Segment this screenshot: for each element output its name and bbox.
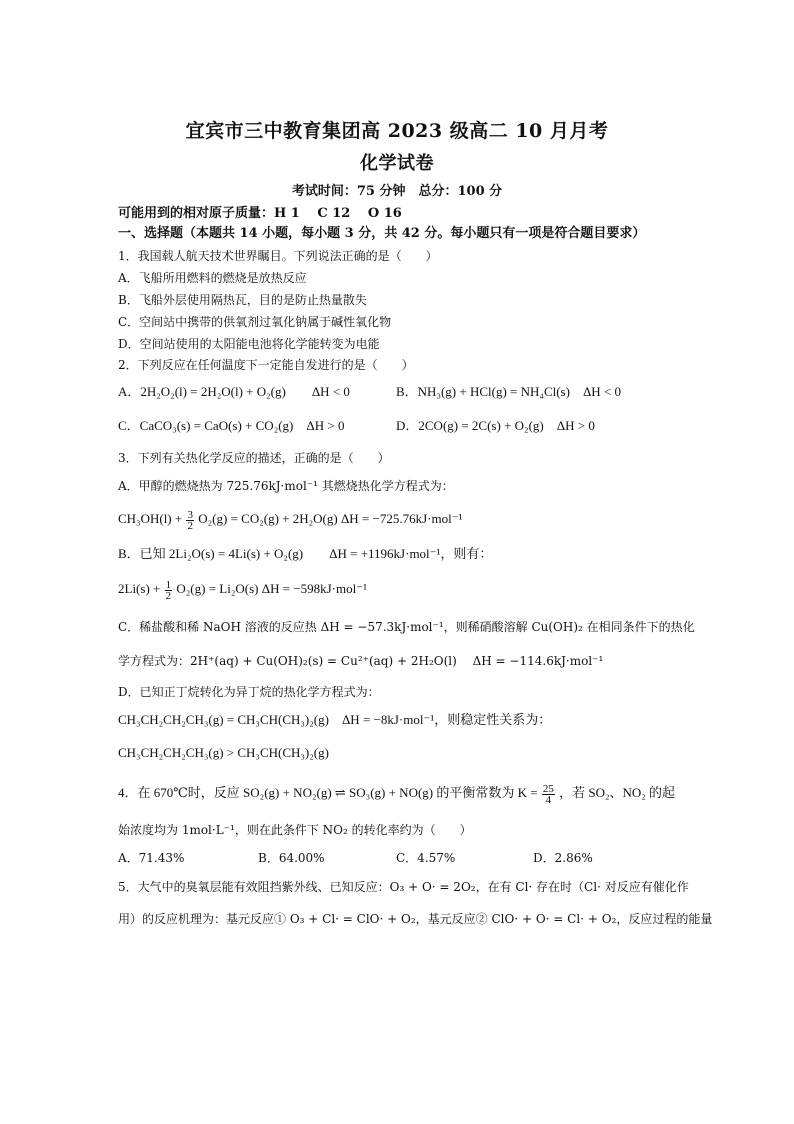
q3-option-c-line2: 学方程式为：2H⁺(aq) + Cu(OH)₂(s) = Cu²⁺(aq) + 2H₂O(l) ΔH = −114.6kJ·mol⁻¹ — [118, 654, 604, 668]
exam-subtitle: 化学试卷 — [360, 153, 434, 174]
exam-info: 考试时间：75 分钟 总分：100 分 — [291, 184, 503, 199]
q4-stem-right: ，若 SO₂、NO₂ 的起 — [559, 785, 676, 800]
q4-stem-line2: 始浓度均为 1mol·L⁻¹，则在此条件下 NO₂ 的转化率约为（ ） — [118, 823, 472, 837]
q3-b-frac-num: 1 — [165, 578, 172, 591]
q3-b-eq-right: O₂(g) = Li₂O(s) ΔH = −598kJ·mol⁻¹ — [176, 581, 367, 596]
q2-stem: 2．下列反应在任何温度下一定能自发进行的是（ ） — [118, 358, 414, 372]
q2-option-c: C．CaCO₃(s) = CaO(s) + CO₂(g) ΔH > 0 — [118, 418, 345, 433]
q1-option-a: A．飞船所用燃料的燃烧是放热反应 — [118, 271, 307, 285]
q4-stem-line1 — [118, 780, 678, 806]
q5-line2: 用）的反应机理为：基元反应① O₃ + Cl· = ClO· + O₂，基元反应② ClO· + O· = Cl· + O₂，反应过程的能量 — [118, 912, 713, 926]
q4-fraction — [542, 784, 555, 805]
q4-frac-num: 25 — [542, 782, 554, 795]
q4-option-b: B．64.00% — [258, 851, 325, 865]
q3-option-a-label: A．甲醇的燃烧热为 725.76kJ·mol⁻¹ 其燃烧热化学方程式为： — [118, 479, 454, 493]
q3-b-eq-left: 2Li(s) + — [118, 581, 161, 596]
exam-title: 宜宾市三中教育集团高 2023 级高二 10 月月考 — [185, 120, 609, 142]
q3-option-a-equation — [118, 506, 678, 532]
q3-option-b-label: B．已知 2Li₂O(s) = 4Li(s) + O₂(g) ΔH = +1196kJ·mol⁻¹，则有： — [118, 546, 493, 561]
q5-line1: 5．大气中的臭氧层能有效阻挡紫外线、已知反应：O₃ + O· = 2O₂，在有 Cl· 存在时（Cl· 对反应有催化作 — [118, 880, 689, 894]
q3-option-d-label: D．已知正丁烷转化为异丁烷的热化学方程式为： — [118, 685, 380, 699]
atomic-mass-line: 可能用到的相对原子质量：H 1 C 12 O 16 — [118, 206, 402, 221]
q1-option-b: B．飞船外层使用隔热瓦，目的是防止热量散失 — [118, 293, 367, 307]
q4-option-c: C．4.57% — [396, 851, 456, 865]
q2-option-b: B．NH₃(g) + HCl(g) = NH₄Cl(s) ΔH < 0 — [396, 384, 622, 399]
q4-option-d: D．2.86% — [533, 851, 593, 865]
q3-b-fraction — [165, 580, 173, 601]
q4-frac-den: 4 — [545, 793, 552, 806]
q2-option-d: D．2CO(g) = 2C(s) + O₂(g) ΔH > 0 — [396, 418, 595, 433]
q3-b-frac-den: 2 — [165, 589, 172, 602]
q3-stem: 3．下列有关热化学反应的描述，正确的是（ ） — [118, 451, 390, 465]
section-title: 一、选择题（本题共 14 小题，每小题 3 分，共 42 分。每小题只有一项是符合题目要求） — [118, 226, 646, 241]
q1-option-c: C．空间站中携带的供氧剂过氧化钠属于碱性氧化物 — [118, 315, 392, 329]
q1-stem: 1．我国载人航天技术世界瞩目。下列说法正确的是（ ） — [118, 249, 438, 263]
q3-option-c-line1: C．稀盐酸和稀 NaOH 溶液的反应热 ΔH = −57.3kJ·mol⁻¹，则稀硝酸溶解 Cu(OH)₂ 在相同条件下的热化 — [118, 620, 695, 634]
q4-option-a: A．71.43% — [118, 851, 185, 865]
q3-a-frac-num: 3 — [187, 508, 193, 521]
q3-a-eq-right: O₂(g) = CO₂(g) + 2H₂O(g) ΔH = −725.76kJ·mol⁻¹ — [198, 511, 463, 526]
q3-a-fraction — [186, 510, 194, 531]
q3-a-frac-den: 2 — [187, 519, 193, 532]
q3-a-eq-left: CH₃OH(l) + — [118, 511, 183, 526]
q3-option-d-equation: CH₃CH₂CH₂CH₃(g) = CH₃CH(CH₃)₂(g) ΔH = −8kJ·mol⁻¹，则稳定性关系为： — [118, 712, 552, 727]
q3-option-d-relation: CH₃CH₂CH₂CH₃(g) > CH₃CH(CH₃)₂(g) — [118, 745, 329, 760]
q3-option-b-equation — [118, 576, 678, 602]
q4-stem-left: 4．在 670℃时，反应 SO₂(g) + NO₂(g) ⇌ SO₃(g) + NO(g) 的平衡常数为 K = — [118, 785, 538, 800]
q1-option-d: D．空间站使用的太阳能电池将化学能转变为电能 — [118, 337, 380, 351]
q2-option-a: A．2H₂O₂(l) = 2H₂O(l) + O₂(g) ΔH < 0 — [118, 384, 350, 399]
